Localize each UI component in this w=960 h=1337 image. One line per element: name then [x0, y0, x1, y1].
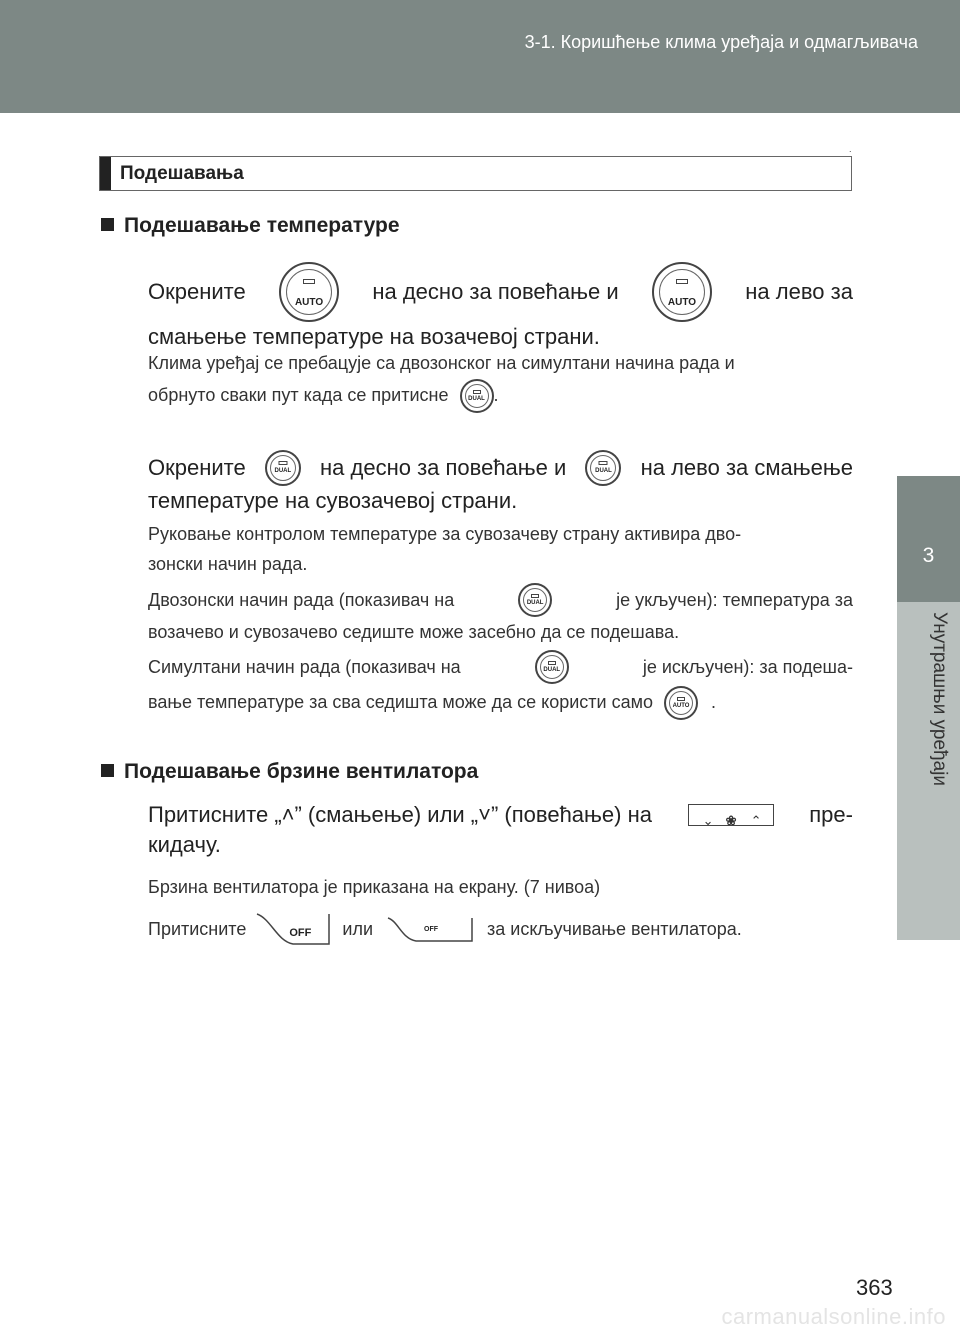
- section-title-bar: [100, 157, 111, 190]
- dual-mode-note: Двозонски начин рада (показивач на DUAL је укључен): температура за возачево и сувозачево седиште може засебно да се подешава.: [148, 583, 853, 647]
- temperature-driver-paragraph: Окрените AUTO на десно за повећање и AUTO на лево за смањење температуре на возачевој страни.: [148, 262, 853, 352]
- dual-knob-icon: DUAL: [585, 450, 621, 486]
- off-button-icon: OFF: [386, 917, 474, 943]
- page-number: 363: [856, 1275, 893, 1300]
- fan-speed-switch-icon: ⌄ ❀ ⌃: [688, 804, 774, 826]
- dual-knob-icon: DUAL: [535, 650, 569, 684]
- section-title: Подешавања: [120, 163, 244, 184]
- bullet-square-icon: [101, 218, 114, 231]
- passenger-activation-note: Руковање контролом температуре за сувозачеву страну активира дво- зонски начин рада.: [148, 524, 742, 574]
- watermark: carmanualsonline.info: [721, 1304, 946, 1329]
- temperature-passenger-paragraph: Окрените DUAL на десно за повећање и DUAL на лево за смањење температуре на сувозачевој страни.: [148, 450, 853, 516]
- auto-knob-icon: AUTO: [652, 262, 712, 322]
- chapter-side-label-text: Унутрашњи уређаји: [929, 612, 950, 787]
- stray-dot: .: [849, 144, 852, 154]
- auto-knob-icon: AUTO: [664, 686, 698, 720]
- bullet-square-icon: [101, 764, 114, 777]
- dual-toggle-note: Клима уређај се пребацује са двозонског на симултани начина рада и обрнуто сваки пут када се притисне DUAL .: [148, 348, 853, 412]
- temperature-heading: Подешавање температуре: [101, 214, 400, 238]
- dual-knob-icon: DUAL: [518, 583, 552, 617]
- fan-speed-paragraph: Притисните „˄” (смањење) или „˅” (повећање) на ⌄ ❀ ⌃ пре- кидачу.: [148, 802, 853, 857]
- auto-knob-icon: AUTO: [279, 262, 339, 322]
- chapter-tab: [897, 476, 960, 602]
- chapter-side-label: [897, 602, 960, 940]
- header-bar: [0, 0, 960, 113]
- simultaneous-mode-note: Симултани начин рада (показивач на DUAL је искључен): за подеша- вање температуре за сва седишта може да се користи само AUTO .: [148, 650, 853, 720]
- fan-levels-note: Брзина вентилатора је приказана на екрану. (7 нивоа): [148, 877, 601, 897]
- fan-off-note: Притисните OFF или OFF за искључивање вентилатора.: [148, 910, 853, 948]
- fan-speed-heading: Подешавање брзине вентилатора: [101, 760, 478, 784]
- section-title-box: [99, 156, 852, 191]
- off-button-icon: OFF: [255, 913, 331, 947]
- dual-knob-icon: DUAL: [265, 450, 301, 486]
- chapter-number: 3: [922, 544, 935, 567]
- chapter-header: 3-1. Коришћење клима уређаја и одмагљивача: [524, 32, 918, 52]
- dual-knob-icon: DUAL: [460, 379, 494, 413]
